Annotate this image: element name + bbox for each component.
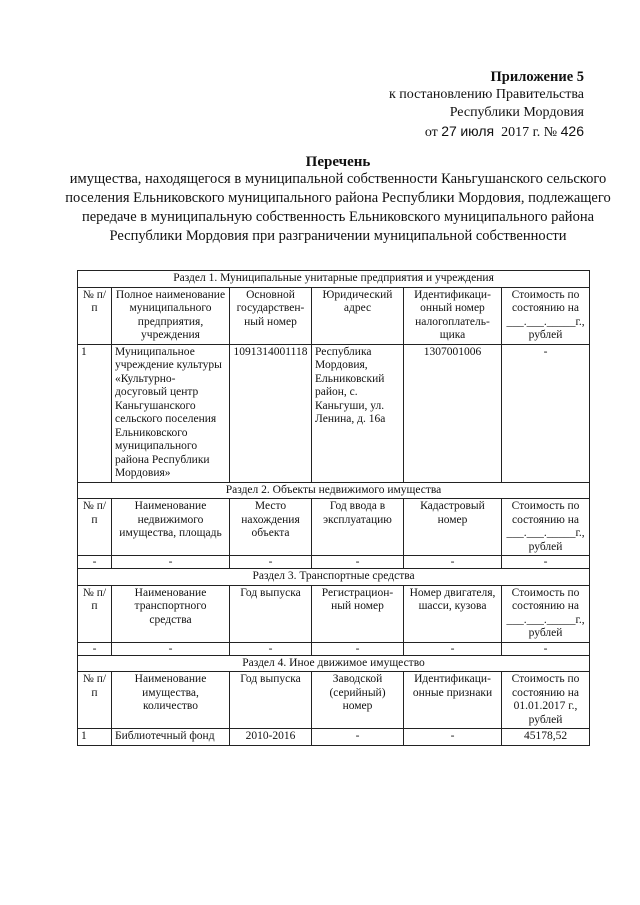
table-row [78, 344, 590, 482]
table-cell: 45178,52 [502, 729, 590, 746]
column-header: Наименование транспортного средства [112, 585, 230, 642]
section-row [78, 569, 590, 586]
date-day: 27 [441, 123, 457, 139]
table-cell: 1 [78, 344, 112, 482]
table-row [78, 729, 590, 746]
date-year: 2017 г. № [501, 125, 558, 140]
column-header: № п/п [78, 585, 112, 642]
column-header: Стоимость по состоянию на ___.___._____г., рублей [502, 287, 590, 344]
column-header: Юридический адрес [312, 287, 404, 344]
date-prefix: от [424, 125, 438, 140]
column-header: № п/п [78, 672, 112, 729]
table-cell: 2010-2016 [230, 729, 312, 746]
column-header: Год выпуска [230, 585, 312, 642]
column-header: Регистрацион-ный номер [312, 585, 404, 642]
column-header: Место нахождения объекта [230, 499, 312, 556]
column-header: № п/п [78, 499, 112, 556]
table-cell: - [112, 556, 230, 569]
table-cell: 1091314001118 [230, 344, 312, 482]
column-header: Идентификаци-онный номер налогоплатель-щика [404, 287, 502, 344]
table-cell: - [502, 344, 590, 482]
column-header: Год ввода в эксплуатацию [312, 499, 404, 556]
document-title: Перечень [305, 154, 371, 170]
header-row [78, 585, 590, 642]
column-header: Заводской (серийный) номер [312, 672, 404, 729]
column-header: № п/п [78, 287, 112, 344]
column-header: Идентификаци-онные признаки [404, 672, 502, 729]
table-cell: - [112, 642, 230, 655]
column-header: Наименование имущества, количество [112, 672, 230, 729]
property-table [77, 270, 590, 746]
column-header: Основной государствен-ный номер [230, 287, 312, 344]
table-row [78, 642, 590, 655]
table-cell: Муниципальное учреждение культуры «Культурно-досуговый центр Каньгушанского сельского поселения Ельниковского муниципального района Республики Мордовия» [112, 344, 230, 482]
table-cell: 1307001006 [404, 344, 502, 482]
table-cell: Библиотечный фонд [112, 729, 230, 746]
table-cell: - [78, 642, 112, 655]
column-header: Стоимость по состоянию на ___.___._____г., рублей [502, 499, 590, 556]
appendix-title: Приложение 5 [490, 69, 584, 85]
table-cell: - [230, 556, 312, 569]
section-title: Раздел 3. Транспортные средства [78, 569, 590, 586]
section-title: Раздел 1. Муниципальные унитарные предприятия и учреждения [78, 271, 590, 288]
column-header: Кадастровый номер [404, 499, 502, 556]
section-row [78, 482, 590, 499]
table-cell: - [312, 642, 404, 655]
section-title: Раздел 2. Объекты недвижимого имущества [78, 482, 590, 499]
appendix-date-line [334, 122, 584, 142]
table-cell: - [78, 556, 112, 569]
table-cell: - [404, 556, 502, 569]
column-header: Полное наименование муниципального предприятия, учреждения [112, 287, 230, 344]
header-row [78, 672, 590, 729]
table-cell: - [404, 642, 502, 655]
header-row [78, 287, 590, 344]
date-month: июля [460, 123, 495, 139]
table-cell: - [230, 642, 312, 655]
column-header: Год выпуска [230, 672, 312, 729]
table-cell: - [502, 556, 590, 569]
section-row [78, 271, 590, 288]
appendix-line-1: к постановлению Правительства [388, 87, 584, 102]
column-header: Стоимость по состоянию на ___.___._____г., рублей [502, 585, 590, 642]
table-row [78, 556, 590, 569]
table-cell: Республика Мордовия, Ельниковский район, с. Каньгуши, ул. Ленина, д. 16а [312, 344, 404, 482]
section-row [78, 655, 590, 672]
column-header: Номер двигателя, шасси, кузова [404, 585, 502, 642]
appendix-line-2: Республики Мордовия [449, 105, 584, 120]
table-cell: - [312, 556, 404, 569]
column-header: Наименование недвижимого имущества, площадь [112, 499, 230, 556]
decree-number: 426 [560, 123, 584, 139]
header-row [78, 499, 590, 556]
table-cell: - [404, 729, 502, 746]
table-cell: - [502, 642, 590, 655]
appendix-block [334, 68, 584, 142]
document-subtitle: имущества, находящегося в муниципальной собственности Каньгушанского сельского поселения Ельниковского муниципального района Республики Мордовия, подлежащего передаче в муниципальную собственность Ельниковского муниципального района Республики Мордовия при разграничении муниципальной собственности [65, 171, 611, 244]
column-header: Стоимость по состоянию на 01.01.2017 г., рублей [502, 672, 590, 729]
table-cell: 1 [78, 729, 112, 746]
table-cell: - [312, 729, 404, 746]
section-title: Раздел 4. Иное движимое имущество [78, 655, 590, 672]
